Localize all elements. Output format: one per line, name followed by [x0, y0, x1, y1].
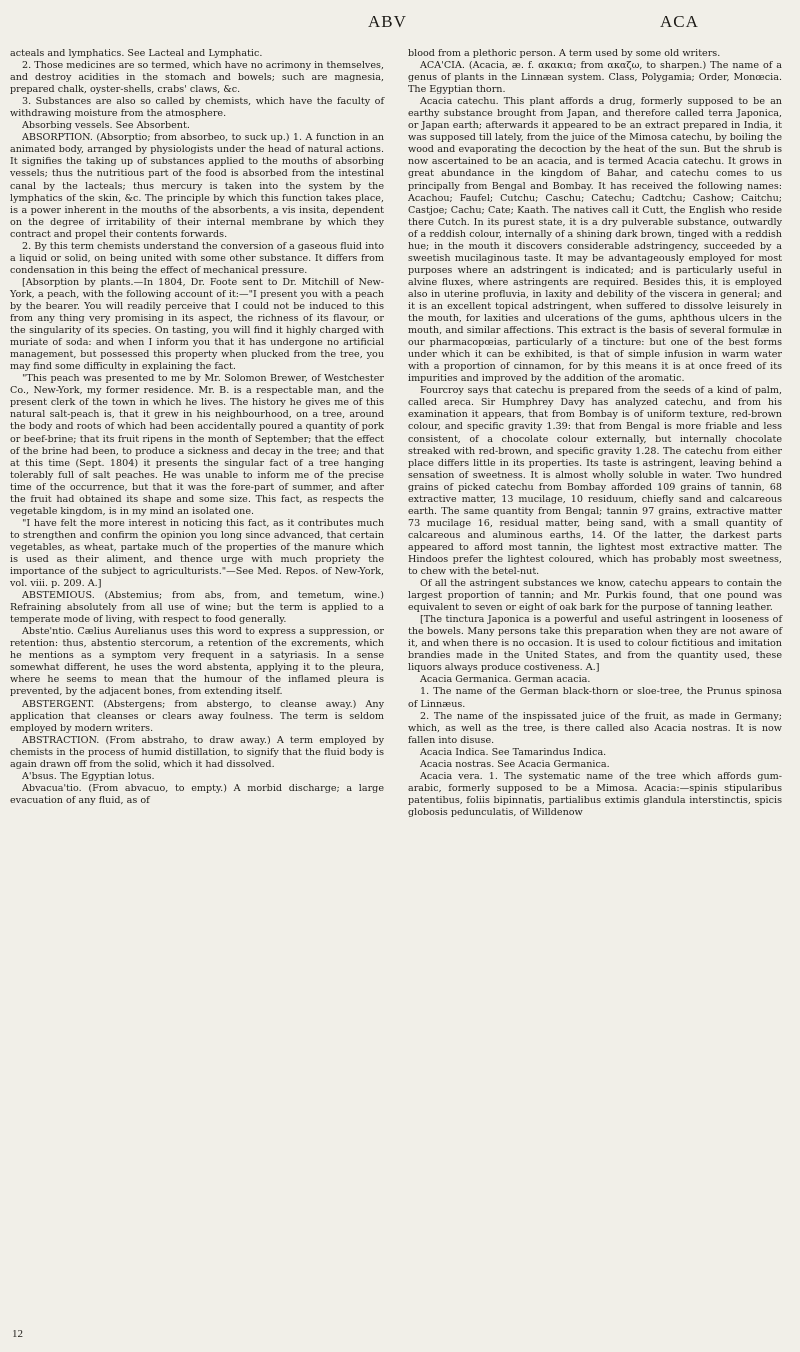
page-number: 12: [12, 1328, 23, 1340]
paragraph: Fourcroy says that catechu is prepared from the seeds of a kind of palm, called areca. Sir Humphrey Davy has analyzed catechu, and from his examination it appears, that from Bombay is of uniform texture, red-brown colour, and specific gravity 1.39: that from Bengal is more friable and less consistent, of a chocolate colour externally, but internally chocolate streaked with red-brown, and specific gravity 1.28. The catechu from either place differs little in its properties. Its taste is astringent, leaving behind a sensation of sweetness. It is almost wholly soluble in water. Two hundred grains of picked catechu from Bombay afforded 109 grains of tannin, 68 extractive matter, 13 mucilage, 10 residuum, chiefly sand and calcareous earth. The same quantity from Bengal; tannin 97 grains, extractive matter 73 mucilage 16, residual matter, being sand, with a small quantity of calcareous and aluminous earths, 14. Of the latter, the darkest parts appeared to afford most tannin, the lightest most extractive matter. The Hindoos prefer the lightest coloured, which has probably most sweetness, to chew with the betel-nut.: [408, 385, 782, 578]
paragraph: blood from a plethoric person. A term used by some old writers.: [408, 48, 721, 59]
right-column: [408, 48, 782, 819]
paragraph: 2. The name of the inspissated juice of the fruit, as made in Germany; which, as well as the tree, is there called also Acacia nostras. It is now fallen into disuse.: [408, 710, 782, 746]
paragraph: ABSTERGENT. (Abstergens; from abstergo, to cleanse away.) Any application that cleanses or clears away foulness. The term is seldom employed by modern writers.: [10, 698, 384, 734]
paragraph: [The tinctura Japonica is a powerful and useful astringent in looseness of the bowels. Many persons take this preparation when they are not aware of it, and when there is no occasion. It is used to colour fictitious and imitation brandies made in the United States, and from the quantity used, these liquors always produce costiveness. A.]: [408, 614, 782, 674]
paragraph: Acacia nostras. See Acacia Germanica.: [420, 758, 610, 770]
paragraph: 2. Those medicines are so termed, which have no acrimony in themselves, and destroy acidities in the stomach and bowels; such are magnesia, prepared chalk, oyster-shells, crabs' claws, &c.: [10, 60, 384, 96]
paragraph: 2. By this term chemists understand the conversion of a gaseous fluid into a liquid or solid, on being united with some other substance. It differs from condensation in this being the effect of mechanical pressure.: [10, 240, 384, 276]
paragraph: "This peach was presented to me by Mr. Solomon Brewer, of Westchester Co., New-York, my former residence. Mr. B. is a respectable man, and the present clerk of the town in which he lives. The history he gives me of this natural salt-peach is, that it grew in his neighbourhood, on a tree, around the body and roots of which had been accidentally poured a quantity of pork or beef-brine; that its fruit ripens in the month of September; that the effect of the brine had been, to produce a sickness and decay in the tree; and that at this time (Sept. 1804) it presents the singular fact of a tree hanging tolerably full of salt peaches. He was unable to inform me of the precise time of the occurrence, but that it was the fore-part of summer, and after the fruit had obtained its shape and some size. This fact, as respects the vegetable kingdom, is in my mind an isolated one.: [10, 373, 384, 517]
paragraph: A'bsus. The Egyptian lotus.: [22, 770, 155, 782]
paragraph: ACA'CIA. (Acacia, æ. f. ακακια; from ακαζω, to sharpen.) The name of a genus of plants in the Linnæan system. Class, Polygamia; Order, Monœcia. The Egyptian thorn.: [408, 60, 782, 96]
paragraph: 1. The name of the German black-thorn or sloe-tree, the Prunus spinosa of Linnæus.: [408, 686, 782, 710]
paragraph: Acacia vera. 1. The systematic name of the tree which affords gum-arabic, formerly supposed to be a Mimosa. Acacia:—spinis stipularibus patentibus, foliis bipinnatis, partialibus extimis glandula interstinctis, spicis globosis pedunculatis, of Willdenow: [408, 770, 782, 818]
paragraph: "I have felt the more interest in noticing this fact, as it contributes much to strengthen and confirm the opinion you long since advanced, that certain vegetables, as wheat, partake much of the properties of the manure which is used as their aliment, and thence urge with much propriety the importance of the subject to agriculturists."—See Med. Repos. of New-York, vol. viii. p. 209. A.]: [10, 517, 384, 590]
paragraph: acteals and lymphatics. See Lacteal and Lymphatic.: [10, 48, 263, 59]
paragraph: Acacia Germanica. German acacia.: [420, 674, 591, 686]
paragraph: Acacia Indica. See Tamarindus Indica.: [420, 746, 607, 758]
paragraph: 3. Substances are also so called by chemists, which have the faculty of withdrawing moisture from the atmosphere.: [10, 96, 384, 120]
paragraph: [Absorption by plants.—In 1804, Dr. Foote sent to Dr. Mitchill of New-York, a peach, with the following account of it:—"I present you with a peach by the bearer. You will readily perceive that I could not be induced to this from any thing very promising in its aspect, the richness of its flavour, or the singularity of its species. On tasting, you will find it highly charged with muriate of soda: and when I inform you that it has undergone no artificial management, but possessed this property when plucked from the tree, you may find some difficulty in explaining the fact.: [10, 276, 384, 373]
paragraph: Of all the astringent substances we know, catechu appears to contain the largest proportion of tannin; and Mr. Purkis found, that one pound was equivalent to seven or eight of oak bark for the purpose of tanning leather.: [408, 578, 782, 614]
paragraph: ABSTEMIOUS. (Abstemius; from abs, from, and temetum, wine.) Refraining absolutely from all use of wine; but the term is applied to a temperate mode of living, with respect to food generally.: [10, 590, 384, 626]
paragraph: ABSTRACTION. (From abstraho, to draw away.) A term employed by chemists in the process of humid distillation, to signify that the fluid body is again drawn off from the solid, which it had dissolved.: [10, 734, 384, 770]
left-column: [10, 48, 384, 807]
paragraph: Abste'ntio. Cælius Aurelianus uses this word to express a suppression, or retention: thus, abstentio stercorum, a retention of the excrements, which he mentions as a symptom very frequent in a satyriasis. In a sense somewhat different, he uses the word abstenta, applying it to the pleura, where he seems to mean that the humour of the inflamed pleura is prevented, by the adjacent bones, from extending itself.: [10, 626, 384, 698]
running-head-right: ACA: [660, 12, 699, 31]
paragraph: Acacia catechu. This plant affords a drug, formerly supposed to be an earthy substance brought from Japan, and therefore called terra Japonica, or Japan earth; afterwards it appeared to be an extract prepared in India, it was supposed till lately, from the juice of the Mimosa catechu, by boiling the wood and evaporating the decoction by the heat of the sun. But the shrub is now ascertained to be an acacia, and is termed Acacia catechu. It grows in great abundance in the kingdom of Bahar, and catechu comes to us principally from Bengal and Bombay. It has received the following names: Acachou; Faufel; Cutchu; Caschu; Catechu; Cadtchu; Cashow; Caitchu; Castjoe; Cachu; Cate; Kaath. The natives call it Cutt, the English who reside there Cutch. In its purest state, it is a dry pulverable substance, outwardly of a reddish colour, internally of a shining dark brown, tinged with a reddish hue; in the mouth it discovers considerable adstringency, succeeded by a sweetish mucilaginous taste. It may be advantageously employed for most purposes where an adstringent is indicated; and is particularly useful in alvine fluxes, where astringents are required. Besides this, it is employed also in uterine profluvia, in laxity and debility of the viscera in general; and it is an excellent topical adstringent, when suffered to dissolve leisurely in the mouth, for laxities and ulcerations of the gums, aphthous ulcers in the mouth, and similar affections. This extract is the basis of several formulæ in our pharmacopœias, particularly of a tincture: but one of the best forms under which it can be exhibited, is that of simple infusion in warm water with a proportion of cinnamon, for by this means it is at once freed of its impurities and improved by the addition of the aromatic.: [408, 96, 782, 385]
paragraph: Absorbing vessels. See Absorbent.: [22, 120, 190, 132]
paragraph: Abvacua'tio. (From abvacuo, to empty.) A morbid discharge; a large evacuation of any fluid, as of: [10, 782, 384, 806]
running-head-left: ABV: [368, 12, 407, 31]
paragraph: ABSORPTION. (Absorptio; from absorbeo, to suck up.) 1. A function in an animated body, arranged by physiologists under the head of natural actions. It signifies the taking up of substances applied to the mouths of absorbing vessels; thus the nutritious part of the food is absorbed from the intestinal canal by the lacteals; thus mercury is taken into the system by the lymphatics of the skin, &c. The principle by which this function takes place, is a power inherent in the mouths of the absorbents, a vis insita, dependent on the degree of irritability of their internal membrane by which they contract and propel their contents forwards.: [10, 132, 384, 240]
